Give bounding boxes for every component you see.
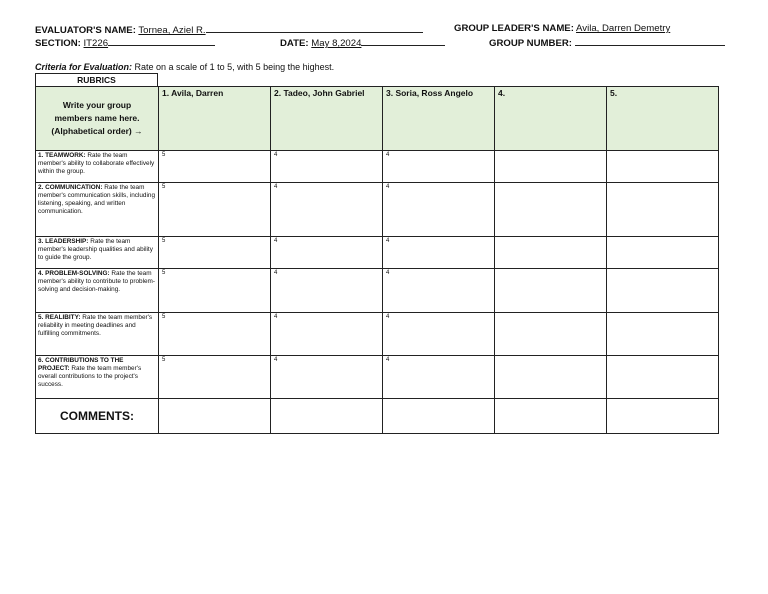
table-row (36, 237, 719, 269)
evaluator-name-label: EVALUATOR'S NAME: (35, 25, 136, 36)
comment-cell[interactable] (383, 399, 495, 434)
comment-cell[interactable] (271, 399, 383, 434)
criterion-title: 4. PROBLEM-SOLVING: (38, 270, 110, 277)
table-row (36, 269, 719, 313)
score-cell[interactable] (607, 356, 719, 399)
date-value: May 8,2024 (311, 38, 362, 49)
criterion-title: 1. TEAMWORK: (38, 152, 86, 159)
criteria-text: Rate on a scale of 1 to 5, with 5 being the highest. (132, 62, 335, 72)
comments-row (36, 399, 719, 434)
score-cell[interactable] (495, 313, 607, 356)
score-cell[interactable]: 4 (271, 313, 383, 356)
date-field (280, 36, 445, 49)
score-cell[interactable] (495, 269, 607, 313)
comment-cell[interactable] (159, 399, 271, 434)
instruction-line: Write your group (62, 100, 132, 110)
table-row (36, 151, 719, 183)
evaluator-name-value: Tornea, Aziel R. (138, 25, 206, 36)
section-label: SECTION: (35, 38, 81, 49)
criterion-cell (36, 237, 159, 269)
criterion-title: 6. CONTRIBUTIONS TO THE PROJECT: (38, 357, 124, 372)
score-cell[interactable] (495, 237, 607, 269)
criterion-title: 2. COMMUNICATION: (38, 184, 103, 191)
criterion-cell (36, 151, 159, 183)
evaluation-table (35, 86, 719, 434)
criterion-description: Rate the team member's overall contributions to the project's success. (38, 365, 142, 388)
group-number-field (489, 36, 725, 49)
score-cell[interactable]: 4 (383, 269, 495, 313)
instruction-line: members name here. (54, 113, 140, 123)
criterion-title: 5. REALIBITY: (38, 314, 81, 321)
score-cell[interactable] (607, 237, 719, 269)
score-cell[interactable] (607, 269, 719, 313)
member-name-header[interactable]: 1. Avila, Darren (159, 87, 271, 151)
comments-label: COMMENTS: (36, 399, 159, 434)
table-row (36, 183, 719, 237)
score-cell[interactable]: 4 (383, 151, 495, 183)
criterion-description: Rate the team member's communication skills, including listening, speaking, and written communication. (38, 184, 156, 215)
criterion-description: Rate the team member's reliability in meeting deadlines and fulfilling commitments. (38, 314, 153, 337)
member-name-header[interactable]: 3. Soria, Ross Angelo (383, 87, 495, 151)
section-underline (108, 36, 215, 46)
evaluator-name-field (35, 23, 423, 36)
group-leader-value: Avila, Darren Demetry (576, 23, 671, 34)
criteria-label: Criteria for Evaluation: (35, 62, 133, 72)
score-cell[interactable]: 4 (271, 151, 383, 183)
score-cell[interactable] (607, 183, 719, 237)
table-row (36, 313, 719, 356)
score-cell[interactable] (495, 356, 607, 399)
date-label: DATE: (280, 38, 309, 49)
evaluator-name-underline (206, 23, 423, 33)
section-field (35, 36, 215, 49)
comment-cell[interactable] (607, 399, 719, 434)
score-cell[interactable]: 4 (383, 313, 495, 356)
score-cell[interactable]: 4 (271, 183, 383, 237)
score-cell[interactable] (607, 151, 719, 183)
section-value: IT226 (83, 38, 109, 49)
criterion-cell (36, 269, 159, 313)
comment-cell[interactable] (495, 399, 607, 434)
table-row (36, 356, 719, 399)
score-cell[interactable]: 4 (383, 356, 495, 399)
score-cell[interactable]: 5 (159, 151, 271, 183)
criterion-title: 3. LEADERSHIP: (38, 238, 89, 245)
rubrics-label: RUBRICS (35, 73, 158, 86)
score-cell[interactable] (495, 151, 607, 183)
score-cell[interactable]: 5 (159, 356, 271, 399)
member-name-header[interactable]: 2. Tadeo, John Gabriel (271, 87, 383, 151)
criterion-description: Rate the team member's ability to collaborate effectively within the group. (38, 152, 155, 175)
score-cell[interactable]: 5 (159, 269, 271, 313)
score-cell[interactable]: 4 (271, 269, 383, 313)
group-leader-label: GROUP LEADER'S NAME: (454, 23, 574, 34)
date-underline (361, 36, 445, 46)
score-cell[interactable]: 4 (383, 237, 495, 269)
criterion-description: Rate the team member's ability to contribute to problem-solving and decision-making. (38, 270, 156, 293)
group-number-label: GROUP NUMBER: (489, 38, 572, 49)
member-name-header[interactable]: 4. (495, 87, 607, 151)
score-cell[interactable]: 5 (159, 313, 271, 356)
criterion-description: Rate the team member's leadership qualities and ability to guide the group. (38, 238, 153, 261)
score-cell[interactable]: 4 (271, 356, 383, 399)
score-cell[interactable]: 4 (383, 183, 495, 237)
score-cell[interactable]: 4 (271, 237, 383, 269)
table-header-row (36, 87, 719, 151)
criterion-cell (36, 356, 159, 399)
score-cell[interactable]: 5 (159, 237, 271, 269)
score-cell[interactable] (607, 313, 719, 356)
member-name-header[interactable]: 5. (607, 87, 719, 151)
group-number-underline (575, 36, 725, 46)
criterion-cell (36, 313, 159, 356)
criterion-cell (36, 183, 159, 237)
member-instruction-cell (36, 87, 159, 151)
instruction-line: (Alphabetical order) → (51, 126, 143, 136)
score-cell[interactable]: 5 (159, 183, 271, 237)
group-leader-field (454, 23, 670, 34)
criteria-line (35, 62, 334, 72)
score-cell[interactable] (495, 183, 607, 237)
